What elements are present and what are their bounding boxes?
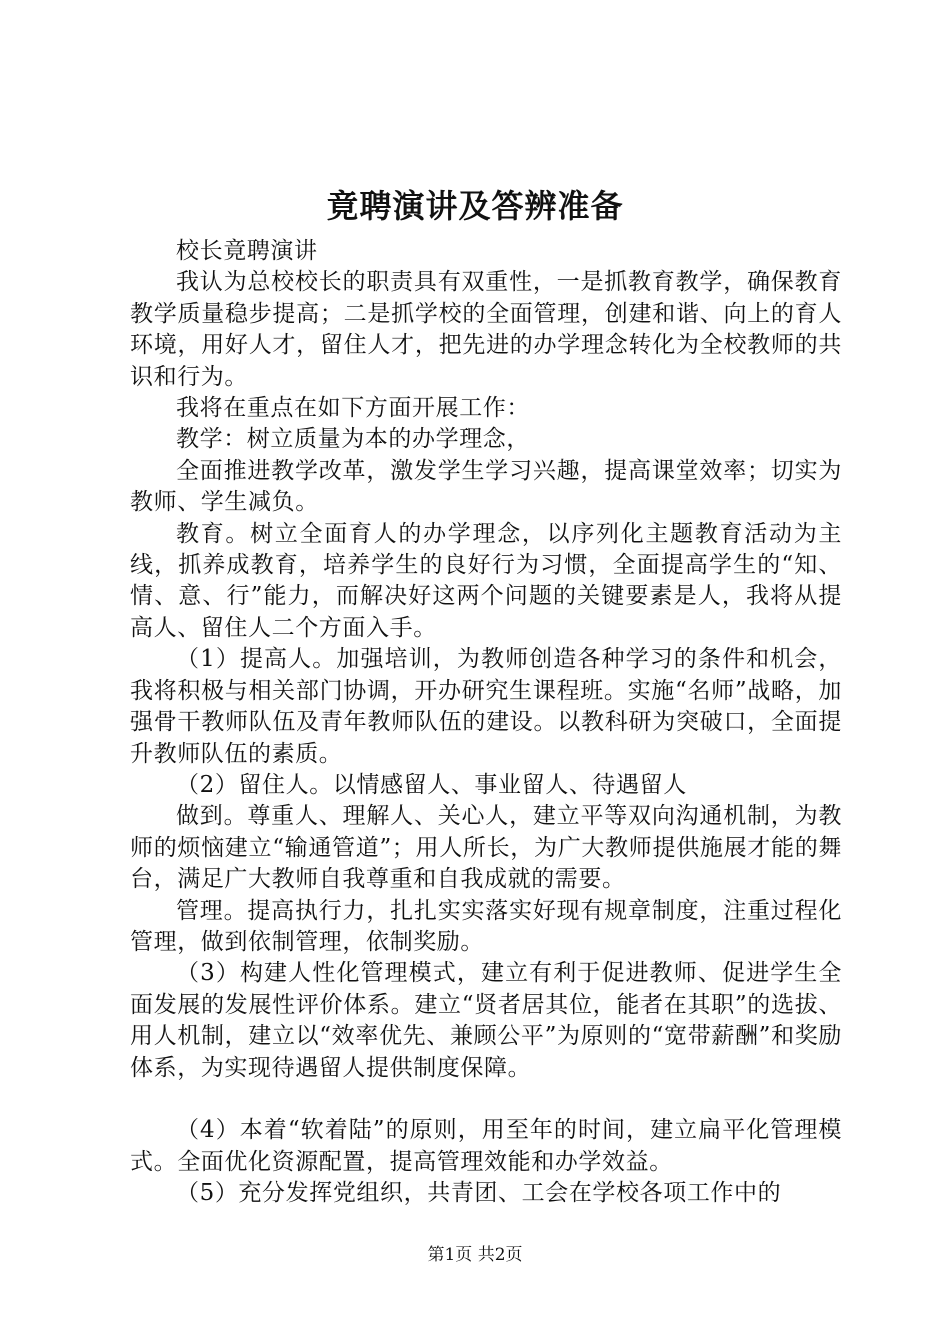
paragraph-teaching-reform: 全面推进教学改革，激发学生学习兴趣，提高课堂效率；切实为教师、学生减负。 <box>130 457 842 516</box>
paragraph-management: 管理。提高执行力，扎扎实实落实好现有规章制度，注重过程化管理，做到依制管理，依制奖励。 <box>130 897 842 955</box>
paragraph-education: 教育。树立全面育人的办学理念，以序列化主题教育活动为主线，抓养成教育，培养学生的良好行为习惯，全面提高学生的“知、情、意、行”能力，而解决好这两个问题的关键要素是人，我将从提高人、留住人二个方面入手。 <box>130 520 842 641</box>
paragraph-item-1: （1）提高人。加强培训，为教师创造各种学习的条件和机会，我将积极与相关部门协调，开办研究生课程班。实施“名师”战略，加强骨干教师队伍及青年教师队伍的建设。以教科研为突破口，全面提升教师队伍的素质。 <box>130 646 842 767</box>
paragraph-item-4: （4）本着“软着陆”的原则，用至年的时间，建立扁平化管理模式。全面优化资源配置，提高管理效能和办学效益。 <box>130 1117 842 1175</box>
paragraph-principal-duties: 我认为总校校长的职责具有双重性，一是抓教育教学，确保教育教学质量稳步提高；二是抓学校的全面管理，创建和谐、向上的育人环境，用好人才，留住人才，把先进的办学理念转化为全校教师的共识和行为。 <box>130 269 842 390</box>
paragraph-item-2: （2）留住人。以情感留人、事业留人、待遇留人 <box>176 771 687 798</box>
paragraph-spacer <box>130 1084 842 1115</box>
paragraph-work-intro: 我将在重点在如下方面开展工作： <box>176 395 530 422</box>
document-title: 竟聘演讲及答辨准备 <box>326 187 624 225</box>
paragraph-teaching: 教学：树立质量为本的办学理念， <box>176 426 530 453</box>
paragraph-item-3: （3）构建人性化管理模式，建立有利于促进教师、促进学生全面发展的发展性评价体系。建立“贤者居其位，能者在其职”的选拔、用人机制，建立以“效率优先、兼顾公平”为原则的“宽带薪酬”和奖励体系，为实现待遇留人提供制度保障。 <box>130 960 842 1081</box>
document-body <box>130 236 842 1210</box>
paragraph-item-5: （5）充分发挥党组织，共青团、工会在学校各项工作中的 <box>176 1180 782 1207</box>
paragraph-item-2-detail: 做到。尊重人、理解人、关心人，建立平等双向沟通机制，为教师的烦恼建立“输通管道”；用人所长，为广大教师提供施展才能的舞台，满足广大教师自我尊重和自我成就的需要。 <box>130 803 842 893</box>
page-footer: 第1页 共2页 <box>427 1245 523 1265</box>
paragraph-speech-heading: 校长竟聘演讲 <box>176 238 318 264</box>
